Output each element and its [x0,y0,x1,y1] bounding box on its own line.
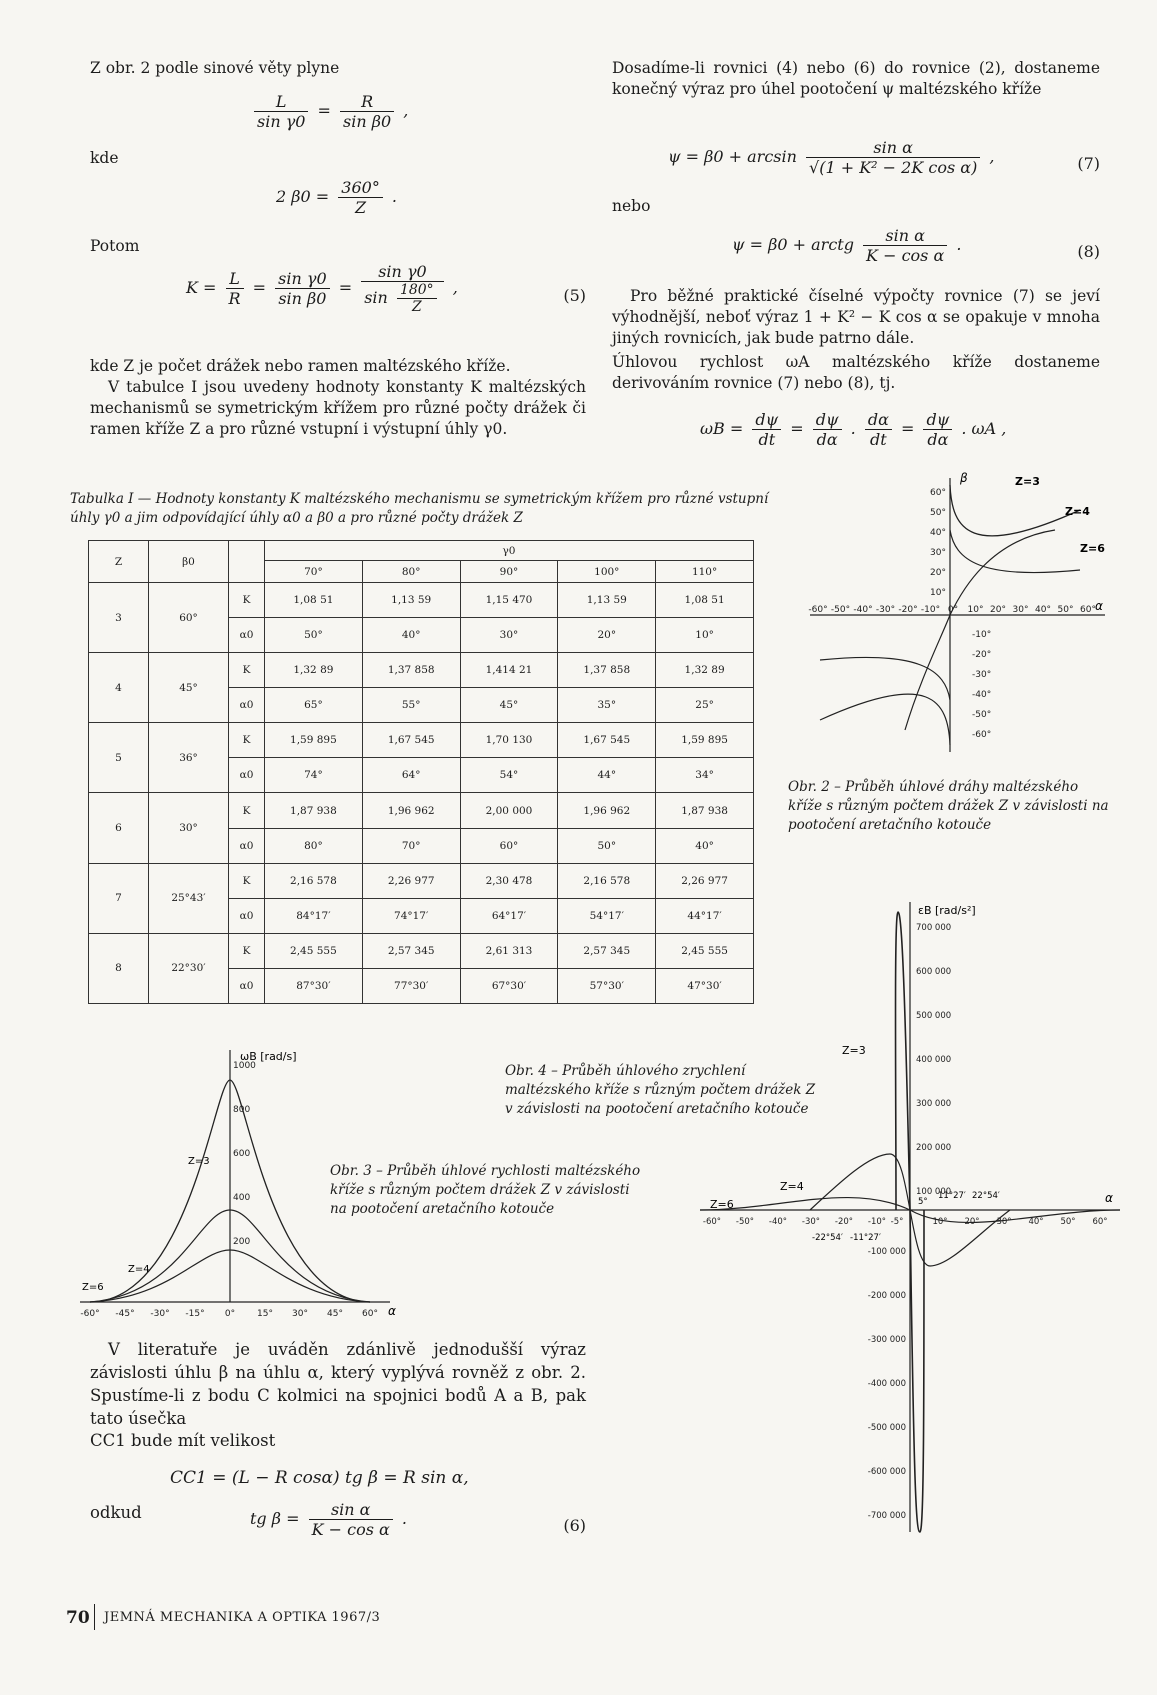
fig2-tick-label: -20° [972,650,992,660]
intro-text: Z obr. 2 podle sinové věty plyne [90,59,340,77]
journal-name: JEMNÁ MECHANIKA A OPTIKA 1967/3 [104,1610,381,1625]
cell-value: 67°30′ [460,968,558,1003]
cell-value: 1,96 962 [558,793,656,828]
cell-value: 1,08 51 [265,583,363,618]
cell-quantity-label: α0 [229,758,265,793]
cell-value: 40° [362,618,460,653]
fig2-tick-label: 50° [1057,605,1074,615]
cell-value: 20° [558,618,656,653]
cell-value: 40° [656,828,754,863]
paragraph-uhlova-rychlost: Úhlovou rychlost ωA maltézského kříže dostaneme derivováním rovnice (7) nebo (8), tj. [612,353,1100,392]
fig3-tick-label: -30° [150,1309,170,1319]
fig4-curve-z4-neg [910,1210,1010,1266]
fig2-tick-label: 30° [930,548,946,558]
cell-z: 4 [89,653,149,723]
cell-value: 87°30′ [265,968,363,1003]
fig3-label-z4: Z=4 [128,1264,150,1275]
cell-value: 70° [362,828,460,863]
equation-cc1: CC1 = (L − R cosα) tg β = R sin α, [170,1468,469,1488]
fig2-curve-z3-neg [820,694,950,745]
fig4-xlabel: α [1105,1191,1113,1205]
cell-z: 5 [89,723,149,793]
cell-value: 54°17′ [558,898,656,933]
fig4-tick-label: -600 000 [867,1467,906,1477]
cell-value: 2,00 000 [460,793,558,828]
cell-z: 6 [89,793,149,863]
fig3-tick-label: 600 [233,1149,251,1159]
fig4-tick-label: -60° [702,1217,722,1227]
cell-value: 2,16 578 [558,863,656,898]
fig2-tick-label: 40° [930,528,946,538]
fig4-tick-label: 200 000 [916,1143,952,1153]
equation-6: tg β = $\frac{\text{sin α}}{\text{K − cos α}}$ . (6) [250,1500,586,1539]
fig2-tick-label: -50° [972,710,992,720]
cell-beta0: 45° [149,653,229,723]
fig2-tick-label: -10° [920,605,941,615]
fig3-tick-label: -60° [80,1309,100,1319]
fig4-tick-label: 400 000 [916,1055,952,1065]
paragraph-cc1: CC1 bude mít velikost [90,1431,276,1450]
cell-quantity-label: α0 [229,618,265,653]
cell-value: 44° [558,758,656,793]
cell-value: 74°17′ [362,898,460,933]
fig2-tick-label: -40° [972,690,992,700]
fig2-tick-label: 50° [930,508,946,518]
header-angle: 70° [265,561,363,583]
cell-z: 7 [89,863,149,933]
fig4-tick-label: -10° [867,1217,887,1227]
fig4-tick-label: -300 000 [867,1335,906,1345]
fig2-label-z6: Z=6 [1080,542,1105,555]
cell-value: 45° [460,688,558,723]
cell-value: 1,13 59 [362,583,460,618]
cell-value: 1,32 89 [656,653,754,688]
cell-value: 47°30′ [656,968,754,1003]
fig2-tick-label: -30° [972,670,992,680]
cell-quantity-label: K [229,583,265,618]
fig4-tick-label: -400 000 [867,1379,906,1389]
equation-beta0: 2 β0 = $\frac{360^\circ}{Z}$ . [276,178,397,217]
cell-value: 2,57 345 [362,933,460,968]
cell-quantity-label: K [229,653,265,688]
fig3-ylabel: ωB [rad/s] [240,1050,297,1063]
cell-value: 34° [656,758,754,793]
potom-label: Potom [90,237,140,255]
paragraph-literatura: V literatuře je uváděn zdánlivě jednodušší výraz závislosti úhlu β na úhlu α, který vyplývá rovněž z obr. 2. Spustíme-li z bodu C kolmici na spojnici bodů A a B, pak tato úsečka [90,1340,586,1428]
figure-4-chart [700,892,1140,1542]
fig4-tick-label: -30° [801,1217,821,1227]
cell-beta0: 22°30′ [149,933,229,1003]
header-beta0: β0 [149,541,229,583]
fig3-tick-label: 15° [257,1309,273,1319]
fig3-tick-label: 60° [362,1309,378,1319]
fig4-tick-label: -700 000 [867,1511,906,1521]
fig3-tick-label: 800 [233,1105,251,1115]
cell-quantity-label: K [229,863,265,898]
cell-value: 1,67 545 [362,723,460,758]
equation-8: ψ = β0 + arctg $\frac{\text{sin α}}{\text{K − cos α}}$ . (8) [732,226,1100,265]
constant-table [88,540,754,1004]
cell-value: 1,15 470 [460,583,558,618]
fig2-tick-label: 30° [1012,605,1029,615]
fig3-tick-label: 45° [327,1309,343,1319]
cell-value: 1,08 51 [656,583,754,618]
fig4-tick-label: 300 000 [916,1099,952,1109]
cell-value: 54° [460,758,558,793]
fig4-label-z3: Z=3 [842,1044,866,1057]
cell-value: 74° [265,758,363,793]
fig4-annot-neg22deg: -22°54′ [812,1233,843,1243]
fig2-tick-label: -10° [972,630,992,640]
fig3-tick-label: 1000 [233,1061,256,1071]
cell-value: 2,26 977 [362,863,460,898]
cell-value: 1,87 938 [656,793,754,828]
fig4-annot-neg11deg: -11°27′ [850,1233,881,1243]
cell-value: 1,13 59 [558,583,656,618]
fig3-tick-label: 0° [224,1309,236,1319]
cell-value: 1,96 962 [362,793,460,828]
cell-value: 1,87 938 [265,793,363,828]
fig4-label-z4: Z=4 [780,1180,804,1193]
figure-2-chart [800,470,1120,760]
fig4-tick-label: -50° [735,1217,755,1227]
table-row [89,793,754,828]
header-gamma0: γ0 [265,541,754,561]
paragraph-kde-z: kde Z je počet drážek nebo ramen maltézského kříže. [90,357,511,375]
fig2-tick-label: 20° [990,605,1006,615]
cell-quantity-label: α0 [229,688,265,723]
fig2-tick-label: 20° [930,568,946,578]
cell-value: 10° [656,618,754,653]
cell-value: 60° [460,828,558,863]
cell-value: 2,61 313 [460,933,558,968]
cell-z: 3 [89,583,149,653]
fig4-tick-label: -500 000 [867,1423,906,1433]
fig2-label-z3: Z=3 [1015,475,1040,488]
figure-4-caption: Obr. 4 – Průběh úhlového zrychlení maltézského kříže s různým počtem drážek Z v závislosti na pootočení aretačního kotouče [505,1063,816,1117]
fig4-tick-label: -200 000 [867,1291,906,1301]
nebo-label: nebo [612,197,651,215]
cell-value: 2,30 478 [460,863,558,898]
header-angle: 100° [558,561,656,583]
fig4-tick-label: -5° [890,1217,904,1227]
kde-label: kde [90,149,119,167]
cell-beta0: 25°43′ [149,863,229,933]
equation-7: ψ = β0 + arcsin $\frac{\text{sin α}}{\text{√(1 + K² − 2K cos α)}}$ , (7) [668,138,1100,177]
cell-value: 50° [265,618,363,653]
fig4-tick-label: 10° [932,1217,948,1227]
header-angle: 90° [460,561,558,583]
fig3-tick-label: 30° [292,1309,308,1319]
table-row [89,863,754,898]
cell-value: 30° [460,618,558,653]
cell-value: 50° [558,828,656,863]
fig2-tick-label: 10° [930,588,946,598]
cell-quantity-label: α0 [229,828,265,863]
fig2-tick-label: -60° [808,605,828,615]
cell-z: 8 [89,933,149,1003]
fig3-tick-label: 200 [233,1237,251,1247]
fig4-annot-22deg: 22°54′ [972,1191,1000,1201]
cell-value: 1,67 545 [558,723,656,758]
fig2-xlabel: α [1095,599,1103,613]
footer-divider [94,1604,95,1630]
fig2-tick-label: -30° [875,605,896,615]
equation-sine-rule: $\frac{L}{\text{sin γ0}}$ = $\frac{R}{\text{sin β0}}$ , [250,92,408,131]
fig2-curve-z4-neg [820,657,950,700]
paragraph-tabulka: V tabulce I jsou uvedeny hodnoty konstanty K maltézských mechanismů se symetrickým křížem pro různé počty drážek či ramen kříže Z a pro různé vstupní i výstupní úhly γ0. [90,378,586,438]
cell-quantity-label: K [229,723,265,758]
cell-value: 80° [265,828,363,863]
figure-2-caption: Obr. 2 – Průběh úhlové dráhy maltézského kříže s různým počtem drážek Z v závislosti na pootočení aretačního kotouče [788,779,1109,833]
cell-value: 44°17′ [656,898,754,933]
fig4-curve-z3-pos [896,912,911,1210]
cell-value: 1,59 895 [656,723,754,758]
fig2-curve-z3 [950,485,1080,536]
page-number: 70 [66,1608,90,1628]
cell-value: 1,37 858 [362,653,460,688]
cell-value: 1,59 895 [265,723,363,758]
cell-quantity-label: K [229,793,265,828]
fig2-tick-label: -60° [972,730,992,740]
cell-value: 25° [656,688,754,723]
fig2-tick-label: 60° [930,488,946,498]
fig4-tick-label: 20° [964,1217,980,1227]
cell-value: 2,26 977 [656,863,754,898]
paragraph-dosadime: Dosadíme-li rovnici (4) nebo (6) do rovnice (2), dostaneme konečný výraz pro úhel pootočení ψ maltézského kříže [612,59,1100,98]
fig4-tick-label: 700 000 [916,923,952,933]
header-angle: 110° [656,561,754,583]
paragraph-pro-bezne: Pro běžné praktické číselné výpočty rovnice (7) se jeví výhodnější, neboť výraz 1 + K² − K cos α se opakuje v mnoha jiných rovnicích, jak bude patrno dále. [612,287,1100,347]
fig2-tick-label: 0° [947,605,959,615]
cell-beta0: 36° [149,723,229,793]
header-z: Z [89,541,149,583]
cell-value: 2,45 555 [656,933,754,968]
cell-value: 2,45 555 [265,933,363,968]
fig4-curve-z4-pos [810,1154,910,1210]
cell-beta0: 30° [149,793,229,863]
cell-quantity-label: α0 [229,898,265,933]
header-angle: 80° [362,561,460,583]
cell-quantity-label: K [229,933,265,968]
fig4-tick-label: -100 000 [867,1247,906,1257]
fig4-tick-label: 40° [1028,1217,1044,1227]
fig3-label-z6: Z=6 [82,1282,104,1293]
fig3-tick-label: -45° [115,1309,135,1319]
fig2-tick-label: 40° [1035,605,1051,615]
cell-value: 65° [265,688,363,723]
table-caption: Tabulka I — Hodnoty konstanty K maltézského mechanismu se symetrickým křížem pro různé vstupní úhly γ0 a jim odpovídající úhly α0 a β0 a pro různé počty drážek Z [70,491,769,526]
odkud-label: odkud [90,1503,142,1522]
cell-value: 55° [362,688,460,723]
fig3-tick-label: 400 [233,1193,251,1203]
figure-3-caption: Obr. 3 – Průběh úhlové rychlosti maltézského kříže s různým počtem drážek Z v závislosti na pootočení aretačního kotouče [330,1163,641,1217]
fig2-curve-z4 [950,530,1080,573]
fig3-xlabel: α [388,1304,396,1318]
fig4-annot-11deg: 11°27′ [938,1191,966,1201]
equation-5: K = $\frac{L}{R}$ = $\frac{\text{sin γ0}}{\text{sin β0}}$ = sin γ0 sin $\frac{180^\circ}{Z}$ , (5) [186,262,586,315]
fig4-tick-label: 60° [1092,1217,1108,1227]
fig4-tick-label: 100 000 [916,1187,952,1197]
fig4-ylabel: εB [rad/s²] [918,904,976,917]
table-row [89,653,754,688]
fig2-tick-label: 60° [1080,605,1096,615]
cell-value: 1,32 89 [265,653,363,688]
table-row [89,933,754,968]
cell-value: 35° [558,688,656,723]
fig2-tick-label: 10° [967,605,984,615]
cell-quantity-label: α0 [229,968,265,1003]
cell-value: 2,16 578 [265,863,363,898]
fig4-label-z6: Z=6 [710,1198,734,1211]
cell-beta0: 60° [149,583,229,653]
equation-omega: ωB = $\frac{d\psi}{dt}$ = $\frac{d\psi}{d\alpha}$ . $\frac{d\alpha}{dt}$ = $\frac{d\psi}{d\alpha}$ . ωA , [700,410,1007,449]
fig3-label-z3: Z=3 [188,1156,210,1167]
cell-value: 57°30′ [558,968,656,1003]
cell-value: 1,37 858 [558,653,656,688]
cell-value: 77°30′ [362,968,460,1003]
fig3-tick-label: -15° [185,1309,205,1319]
fig2-tick-label: -50° [830,605,851,615]
fig4-tick-label: 30° [996,1217,1012,1227]
cell-value: 64° [362,758,460,793]
cell-value: 64°17′ [460,898,558,933]
table-row [89,583,754,618]
fig2-tick-label: -40° [853,605,873,615]
cell-value: 1,70 130 [460,723,558,758]
fig2-ylabel: β [960,471,968,485]
table-row [89,723,754,758]
fig4-tick-label: 50° [1060,1217,1076,1227]
fig2-tick-label: -20° [898,605,918,615]
fig2-label-z4: Z=4 [1065,505,1090,518]
fig4-tick-label: 600 000 [916,967,952,977]
cell-value: 84°17′ [265,898,363,933]
cell-value: 1,414 21 [460,653,558,688]
fig4-annot-5deg: 5° [918,1197,928,1207]
cell-value: 2,57 345 [558,933,656,968]
fig4-tick-label: -40° [768,1217,788,1227]
fig4-tick-label: -20° [834,1217,854,1227]
fig4-tick-label: 500 000 [916,1011,952,1021]
